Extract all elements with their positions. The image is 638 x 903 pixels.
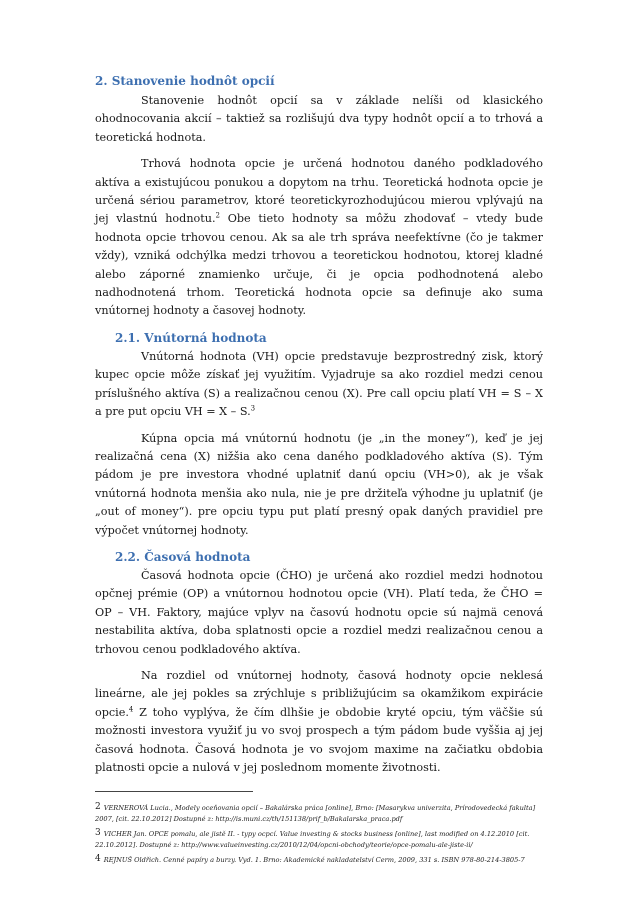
footnote-ref-3[interactable]: 3	[250, 404, 256, 413]
time-value-paragraph-2-text-a: Na rozdiel od vnútornej hodnoty, časová hodnoty opcie neklesá lineárne, ale jej pokles sa zrýchluje s približujúcim sa okamžikom expirácie opcie.	[95, 668, 543, 719]
time-value-paragraph-2	[95, 667, 543, 777]
footnote-number: 4	[95, 854, 101, 865]
intrinsic-paragraph-1	[95, 348, 543, 422]
footnote-text: VERNEROVÁ Lucia., Modely oceňovania opcií – Bakalárska práca [online], Brno: [Masarykva univerzita, Prírodovedecká fakulta] 2007, [cit. 22.10.2012] Dostupné z: http://is.muni.cz/th/151138/prif_b/Bakalarska_praca.pdf	[95, 804, 536, 824]
footnote-number: 3	[95, 828, 101, 839]
section-paragraph-1: Stanovenie hodnôt opcií sa v základe nelíši od klasického ohodnocovania akcií – taktiež sa rozlišujú dva typy hodnôt opcií a to trhová a teoretická hodnota.	[95, 94, 543, 144]
footnote-text: VICHER Jan. OPCE pomalu, ale jistě II. - typy ocpcí. Value investing & stocks business [online], last modified on 4.12.2010 [cit. 22.10.2012]. Dostupné z: http://www.valueinvesting.cz/2010/12/04/opcni-obchody/teorie/opce-pomalu-ale-jiste-ii/	[95, 830, 530, 850]
time-value-paragraph-2-text-b: Z toho vyplýva, že čím dlhšie je obdobie kryté opciu, tým väčšie sú možnosti investora využiť ju vo svoj prospech a tým pádom bude vyššia aj jej časová hodnota. Časová hodnota je vo svojom maxime na začiatku obdobia platnosti opcie a nulová v jej poslednom momente životnosti.	[95, 705, 543, 774]
footnote-2	[95, 802, 543, 825]
section-paragraph-2-text-b: Obe tieto hodnoty sa môžu zhodovať – vtedy bude hodnota opcie trhovou cenou. Ak sa ale trh správa neefektívne (čo je takmer vždy), vzniká odchýlka medzi trhovou a teoretickou hodnotou, ktorej kladné alebo záporné znamienko určuje, či je opcia podhodnotená alebo nadhodnotená trhom. Teoretická hodnota opcie sa definuje ako suma vnútornej hodnoty a časovej hodnoty.	[95, 212, 543, 318]
intrinsic-paragraph-2: Kúpna opcia má vnútornú hodnotu (je „in the money“), keď je jej realizačná cena (X) nižšia ako cena daného podkladového aktíva (S). Tým pádom je pre investora vhodné uplatniť danú opciu (VH>0), ak je však vnútorná hodnota menšia ako nula, nie je pre držiteľa výhodne ju uplatniť (je „out of money“). pre opciu typu put platí presný opak daných pravidiel pre výpočet vnútornej hodnoty.	[95, 431, 543, 537]
page-content	[95, 72, 543, 869]
footnote-ref-4[interactable]: 4	[128, 705, 134, 714]
subsection-heading-time-value: 2.2. Časová hodnota	[115, 549, 251, 564]
footnote-text: REJNUŠ Oldřich. Cenné papíry a burzy. Vyd. 1. Brno: Akademické nakladatelství Cerm, 2009, 331 s. ISBN 978-80-214-3805-7	[103, 856, 525, 865]
section-paragraph-2	[95, 155, 543, 321]
footnote-number: 2	[95, 802, 101, 813]
footnote-divider	[95, 791, 253, 792]
section-heading: 2. Stanovenie hodnôt opcií	[95, 74, 275, 88]
footnote-4	[95, 854, 543, 866]
time-value-paragraph-1: Časová hodnota opcie (ČHO) je určená ako rozdiel medzi hodnotou opčnej prémie (OP) a vnútornou hodnotou opcie (VH). Platí teda, že ČHO = OP – VH. Faktory, majúce vplyv na časovú hodnotu opcie sú najmä cenová nestabilita aktíva, doba splatnosti opcie a rozdiel medzi realizačnou cenou a trhovou cenou podkladového aktíva.	[95, 568, 543, 656]
subsection-heading-intrinsic: 2.1. Vnútorná hodnota	[115, 330, 267, 345]
footnote-ref-2[interactable]: 2	[215, 211, 220, 220]
section-paragraph-2-text-a: Trhová hodnota opcie je určená hodnotou daného podkladového aktíva a existujúcou ponukou a dopytom na trhu. Teoretická hodnota opcie je určená sériou parametrov, ktoré teoretickyrozhodujúcou mierou vplývajú na jej vlastnú hodnotu.	[95, 157, 543, 226]
footnote-3	[95, 828, 543, 851]
intrinsic-paragraph-1-text: Vnútorná hodnota (VH) opcie predstavuje bezprostredný zisk, ktorý kupec opcie môže získať jej využitím. Vyjadruje sa ako rozdiel medzi cenou príslušného aktíva (S) a realizačnou cenou (X). Pre call opciu platí VH = S – X a pre put opciu VH = X – S.	[95, 349, 543, 419]
